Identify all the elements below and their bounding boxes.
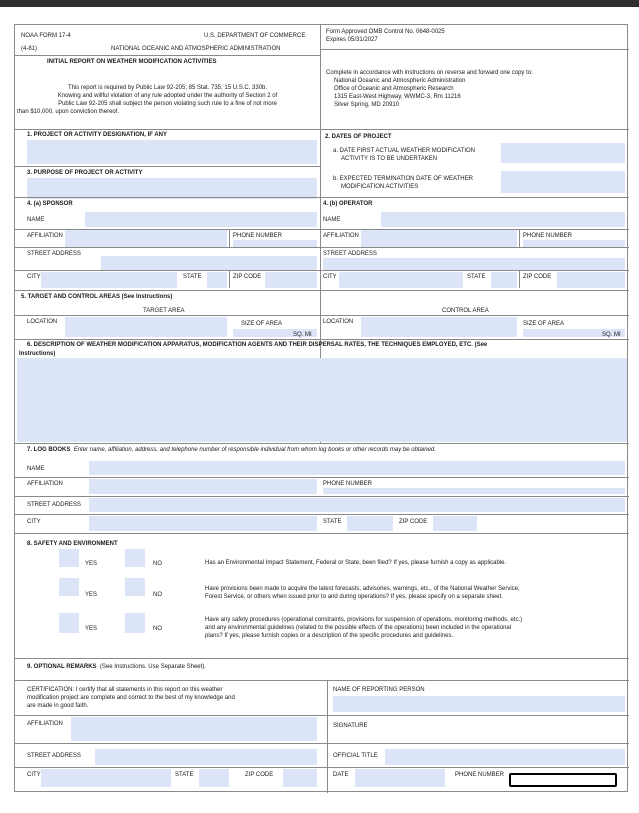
omb-approval [326,28,445,44]
agency: NATIONAL OCEANIC AND ATMOSPHERIC ADMINISTRATION [111,46,281,52]
eis-no-box[interactable] [125,549,145,567]
eis-question: Has an Environmental Impact Statement, Federal or State, been filed? If yes, please furnish a copy as applicable. [205,560,507,566]
section-2-label: 2. DATES OF PROJECT [325,134,392,140]
address-line: 1315 East-West Highway, WWMC-3, Rm 11216 [334,94,461,100]
section-7-label [27,447,436,454]
date-first-label [333,147,475,163]
description-field[interactable] [17,358,627,442]
cert-street-field[interactable] [95,749,317,765]
control-area-label: CONTROL AREA [442,308,489,314]
operator-phone-label: PHONE NUMBER [523,233,573,239]
log-zip-label: ZIP CODE [399,519,428,525]
form-number: NOAA FORM 17-4 [21,33,71,39]
section-6-label: 6. DESCRIPTION OF WEATHER MODIFICATION APPARATUS, MODIFICATION AGENTS AND THEIR DISPERSAL RATES, THE TECHNIQUES EMPLOYED, ETC. (See [27,342,488,348]
section-5-label: 5. TARGET AND CONTROL AREAS (See Instructions) [21,294,173,300]
omb-control: Form Approved OMB Control No. 0648-0025 [326,29,445,35]
safety-question [205,616,522,640]
target-size-label: SIZE OF AREA [241,321,283,327]
date-label: DATE [333,772,349,778]
operator-name-label: NAME [323,217,341,223]
log-name-field[interactable] [89,461,625,475]
cert-phone-label: PHONE NUMBER [455,772,505,778]
legal-notice [15,84,320,116]
operator-affiliation-label: AFFILIATION [323,233,359,239]
safety-no-label: NO [153,626,162,632]
log-books-note: Enter name, affiliation, address, and telephone number of responsible individual from whom log books or other records may be obtained. [73,447,436,453]
cert-street-label: STREET ADDRESS [27,753,81,759]
termination-line: b. EXPECTED TERMINATION DATE OF WEATHER [333,176,473,182]
safety-line: plans? If yes, please furnish copies or a description of the specific procedures and guidelines. [205,633,454,639]
address-line: Silver Spring, MD 20910 [334,102,400,108]
sponsor-name-label: NAME [27,217,45,223]
operator-city-label: CITY [323,274,337,280]
sponsor-affiliation-field[interactable] [65,230,227,247]
phone-number-input[interactable] [509,773,617,787]
legal-line: This report is required by Public Law 92-205; 85 Stat. 735; 15 U.S.C. 330b. [67,85,268,91]
log-phone-field[interactable] [323,488,625,494]
safety-no-box[interactable] [125,613,145,633]
log-street-label: STREET ADDRESS [27,502,81,508]
log-state-label: STATE [323,519,342,525]
log-affiliation-label: AFFILIATION [27,481,63,487]
operator-street-label: STREET ADDRESS [323,251,377,257]
sponsor-state-field[interactable] [207,272,227,288]
termination-date-label [333,175,473,191]
official-title-label: OFFICIAL TITLE [333,753,378,759]
termination-line: MODIFICATION ACTIVITIES [341,184,419,190]
target-location-label: LOCATION [27,319,58,325]
date-field[interactable] [355,769,445,787]
control-location-label: LOCATION [323,319,354,325]
operator-zip-field[interactable] [557,272,625,288]
section-1-label: 1. PROJECT OR ACTIVITY DESIGNATION, IF ANY [27,132,168,138]
operator-name-field[interactable] [381,212,625,227]
control-location-field[interactable] [361,317,517,337]
department: U.S. DEPARTMENT OF COMMERCE [204,33,306,39]
cert-state-field[interactable] [199,769,229,787]
cert-affiliation-label: AFFILIATION [27,721,63,727]
log-city-field[interactable] [89,516,317,531]
eis-yes-label: YES [85,561,98,567]
sponsor-zip-field[interactable] [265,272,317,288]
operator-state-label: STATE [467,274,486,280]
termination-date-field[interactable] [501,171,625,193]
section-6-label-cont: Instructions) [19,351,56,357]
safety-line: and any environmental guidelines (related to the possible effects of the operations) been included in the operational [205,625,512,631]
official-title-field[interactable] [385,749,625,765]
forecasts-yes-box[interactable] [59,578,79,596]
cert-zip-field[interactable] [283,769,317,787]
safety-line: Have any safety procedures (operational constraints, provisions for suspension of operations, monitoring methods, etc.) [205,617,523,623]
operator-zip-label: ZIP CODE [523,274,552,280]
sponsor-affiliation-label: AFFILIATION [27,233,63,239]
omb-expiry: Expires 05/31/2027 [326,37,378,43]
target-area-label: TARGET AREA [143,308,185,314]
section-8-label: 8. SAFETY AND ENVIRONMENT [27,541,118,547]
address-line: Office of Oceanic and Atmospheric Research [334,86,454,92]
operator-phone-field[interactable] [523,240,625,247]
window-top-bar [0,0,639,7]
address-line: National Oceanic and Atmospheric Administration [334,78,466,84]
sponsor-zip-label: ZIP CODE [233,274,262,280]
reporting-person-field[interactable] [333,696,625,712]
log-state-field[interactable] [347,516,393,531]
eis-no-label: NO [153,561,162,567]
sponsor-label: 4. (a) SPONSOR [27,201,73,207]
log-zip-field[interactable] [433,516,477,531]
mailing-instructions [326,69,533,109]
operator-affiliation-field[interactable] [361,230,517,247]
log-phone-label: PHONE NUMBER [323,481,373,487]
instructions-line: Complete in accordance with instructions on reverse and forward one copy to: [326,70,533,76]
signature-label: SIGNATURE [333,723,368,729]
sponsor-city-field[interactable] [41,272,177,288]
certification-line: modification project are complete and correct to the best of my knowledge and [27,695,235,701]
section-3-label: 3. PURPOSE OF PROJECT OR ACTIVITY [27,170,143,176]
legal-line: Knowing and willful violation of any rule adopted under the authority of Section 2 of [57,93,278,99]
cert-state-label: STATE [175,772,194,778]
forecasts-no-label: NO [153,592,162,598]
safety-yes-label: YES [85,626,98,632]
cert-affiliation-field[interactable] [71,717,317,741]
date-first-line: a. DATE FIRST ACTUAL WEATHER MODIFICATION [333,148,476,154]
noaa-form-17-4 [14,24,628,792]
sponsor-city-label: CITY [27,274,41,280]
sponsor-street-field[interactable] [101,256,317,270]
remarks-title: 9. OPTIONAL REMARKS [27,664,97,670]
date-first-field[interactable] [501,143,625,163]
certification-line: CERTIFICATION: I certify that all statements in this report on this weather [27,687,223,693]
control-size-label: SIZE OF AREA [523,321,565,327]
form-date: (4-81) [21,46,38,52]
target-location-field[interactable] [65,317,227,337]
cert-zip-label: ZIP CODE [245,772,274,778]
sponsor-name-field[interactable] [85,212,317,227]
operator-state-field[interactable] [491,272,517,288]
forecasts-line: Have provisions been made to acquire the latest forecasts, advisories, warnings, etc., of the National Weather Service, [205,586,520,592]
section-9-label [27,664,206,671]
operator-city-field[interactable] [339,272,463,288]
operator-street-field[interactable] [323,258,625,270]
sponsor-phone-field[interactable] [233,240,317,247]
form-title: INITIAL REPORT ON WEATHER MODIFICATION ACTIVITIES [47,59,217,65]
forecasts-line: Forest Service, or others when issued prior to and during operations? If yes, please specify on a separate sheet. [205,594,503,600]
safety-yes-box[interactable] [59,613,79,633]
purpose-field[interactable] [27,178,317,199]
legal-line: than $10,000, upon conviction thereof. [17,109,120,115]
operator-label: 4. (b) OPERATOR [323,201,373,207]
forecasts-no-box[interactable] [125,578,145,596]
log-city-label: CITY [27,519,41,525]
log-street-field[interactable] [89,498,625,512]
sponsor-street-label: STREET ADDRESS [27,251,81,257]
log-name-label: NAME [27,466,45,472]
remarks-note: (See Instructions. Use Separate Sheet). [99,664,206,670]
certification-text [27,686,235,710]
eis-yes-box[interactable] [59,549,79,567]
control-size-unit: SQ. MI [602,332,621,338]
project-designation-field[interactable] [27,140,317,164]
target-size-unit: SQ. MI [293,332,312,338]
log-affiliation-field[interactable] [89,479,317,494]
legal-line: Public Law 92-205 shall subject the person violating such rule to a fine of not more [58,101,277,107]
sponsor-phone-label: PHONE NUMBER [233,233,283,239]
certification-line: are made in good faith. [27,703,89,709]
forecasts-question [205,585,520,601]
cert-city-field[interactable] [41,769,171,787]
forecasts-yes-label: YES [85,592,98,598]
cert-city-label: CITY [27,772,41,778]
sponsor-state-label: STATE [183,274,202,280]
reporting-person-label: NAME OF REPORTING PERSON [333,687,425,693]
date-first-line: ACTIVITY IS TO BE UNDERTAKEN [341,156,438,162]
log-books-title: 7. LOG BOOKS [27,447,71,453]
